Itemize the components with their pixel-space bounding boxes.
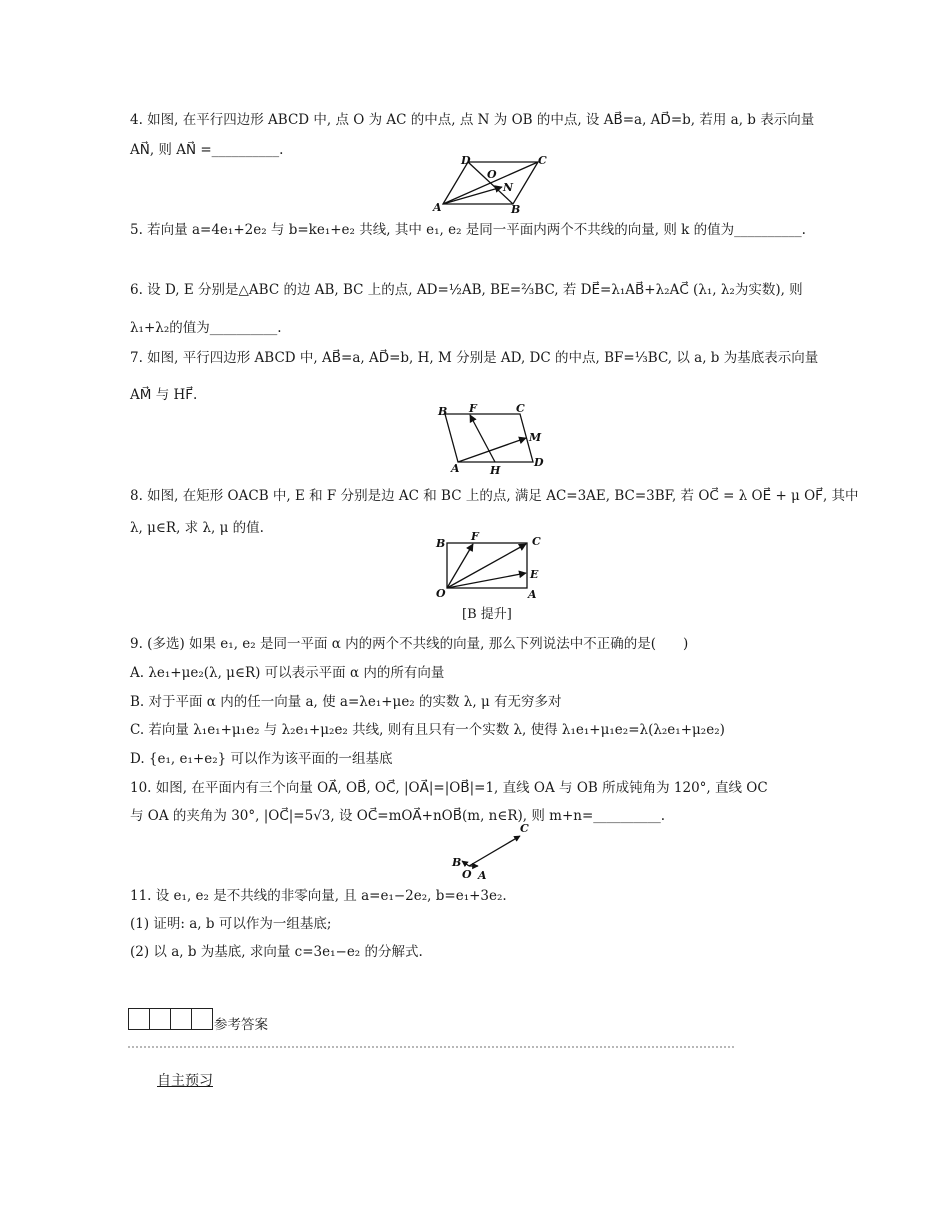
fig7-label-b: B — [438, 405, 448, 418]
question-6-line-2: λ₁+λ₂的值为__________. — [130, 320, 282, 336]
question-9-option-b: B. 对于平面 α 内的任一向量 a, 使 a=λe₁+μe₂ 的实数 λ, μ 有无穷多对 — [130, 694, 562, 710]
question-6-line-1: 6. 设 D, E 分别是△ABC 的边 AB, BC 上的点, AD=½AB, BE=⅔BC, 若 DE⃗=λ₁AB⃗+λ₂AC⃗ (λ₁, λ₂为实数), 则 — [130, 282, 803, 298]
fig8-label-a: A — [528, 588, 537, 601]
fig7-label-h: H — [490, 464, 501, 477]
question-7-line-1: 7. 如图, 平行四边形 ABCD 中, AB⃗=a, AD⃗=b, H, M 分别是 AD, DC 的中点, BF=⅓BC, 以 a, b 为基底表示向量 — [130, 350, 819, 366]
fig4-label-a: A — [433, 201, 442, 214]
section-b-heading: [B 提升] — [462, 607, 512, 622]
figure-vectors-oabc — [448, 820, 538, 882]
fig8-label-b: B — [436, 537, 446, 550]
fig8-label-c: C — [532, 535, 541, 548]
fig4-label-c: C — [538, 154, 547, 167]
question-8-line-2: λ, μ∈R, 求 λ, μ 的值. — [130, 520, 264, 536]
fig10-label-c: C — [520, 822, 529, 835]
question-11-part-1: (1) 证明: a, b 可以作为一组基底; — [130, 916, 332, 932]
answer-boxes — [128, 1008, 212, 1030]
question-10-line-2: 与 OA 的夹角为 30°, |OC⃗|=5√3, 设 OC⃗=mOA⃗+nOB⃗(m, n∈R), 则 m+n=__________. — [130, 808, 666, 824]
answer-box — [149, 1008, 171, 1030]
answer-box — [170, 1008, 192, 1030]
question-4-line-2: AN⃗, 则 AN⃗ =__________. — [130, 142, 284, 158]
question-9-option-d: D. {e₁, e₁+e₂} 可以作为该平面的一组基底 — [130, 751, 393, 767]
answer-box — [191, 1008, 213, 1030]
fig7-label-c: C — [516, 402, 525, 415]
fig4-label-b: B — [511, 203, 521, 214]
question-11-part-2: (2) 以 a, b 为基底, 求向量 c=3e₁−e₂ 的分解式. — [130, 944, 423, 960]
question-11: 11. 设 e₁, e₂ 是不共线的非零向量, 且 a=e₁−2e₂, b=e₁+3e₂. — [130, 888, 507, 904]
figure-parallelogram-abcd — [428, 154, 558, 214]
fig10-label-o: O — [462, 868, 472, 881]
fig10-label-b: B — [452, 856, 462, 869]
question-4-line-1: 4. 如图, 在平行四边形 ABCD 中, 点 O 为 AC 的中点, 点 N 为 OB 的中点, 设 AB⃗=a, AD⃗=b, 若用 a, b 表示向量 — [130, 112, 815, 128]
dotted-divider — [128, 1046, 734, 1048]
figure-rectangle-oacb — [430, 532, 550, 602]
answer-title: 参考答案 — [214, 1017, 268, 1033]
fig7-label-m: M — [529, 431, 542, 444]
question-9-option-a: A. λe₁+μe₂(λ, μ∈R) 可以表示平面 α 内的所有向量 — [130, 665, 445, 681]
fig8-label-f: F — [471, 532, 479, 543]
fig8-label-e: E — [530, 568, 539, 581]
fig7-label-d: D — [534, 456, 544, 469]
fig7-label-a: A — [451, 462, 460, 475]
fig10-label-a: A — [478, 869, 487, 882]
fig8-label-o: O — [436, 587, 446, 600]
question-8-line-1: 8. 如图, 在矩形 OACB 中, E 和 F 分别是边 AC 和 BC 上的点, 满足 AC=3AE, BC=3BF, 若 OC⃗ = λ OE⃗ + μ OF⃗, 其中 — [130, 488, 859, 504]
section-subtitle: 自主预习 — [157, 1073, 213, 1089]
question-9: 9. (多选) 如果 e₁, e₂ 是同一平面 α 内的两个不共线的向量, 那么下列说法中不正确的是( ) — [130, 636, 689, 652]
question-7-line-2: AM⃗ 与 HF⃗. — [130, 387, 198, 403]
fig4-label-o: O — [487, 168, 497, 181]
fig7-label-f: F — [469, 402, 477, 415]
question-5: 5. 若向量 a=4e₁+2e₂ 与 b=ke₁+e₂ 共线, 其中 e₁, e₂ 是同一平面内两个不共线的向量, 则 k 的值为__________. — [130, 222, 806, 238]
fig4-label-d: D — [461, 154, 471, 167]
question-10-line-1: 10. 如图, 在平面内有三个向量 OA⃗, OB⃗, OC⃗, |OA⃗|=|OB⃗|=1, 直线 OA 与 OB 所成钝角为 120°, 直线 OC — [130, 780, 768, 796]
answer-box — [128, 1008, 150, 1030]
figure-parallelogram-hfm — [428, 402, 553, 478]
fig4-label-n: N — [503, 181, 514, 194]
question-9-option-c: C. 若向量 λ₁e₁+μ₁e₂ 与 λ₂e₁+μ₂e₂ 共线, 则有且只有一个实数 λ, 使得 λ₁e₁+μ₁e₂=λ(λ₂e₁+μ₂e₂) — [130, 722, 725, 738]
